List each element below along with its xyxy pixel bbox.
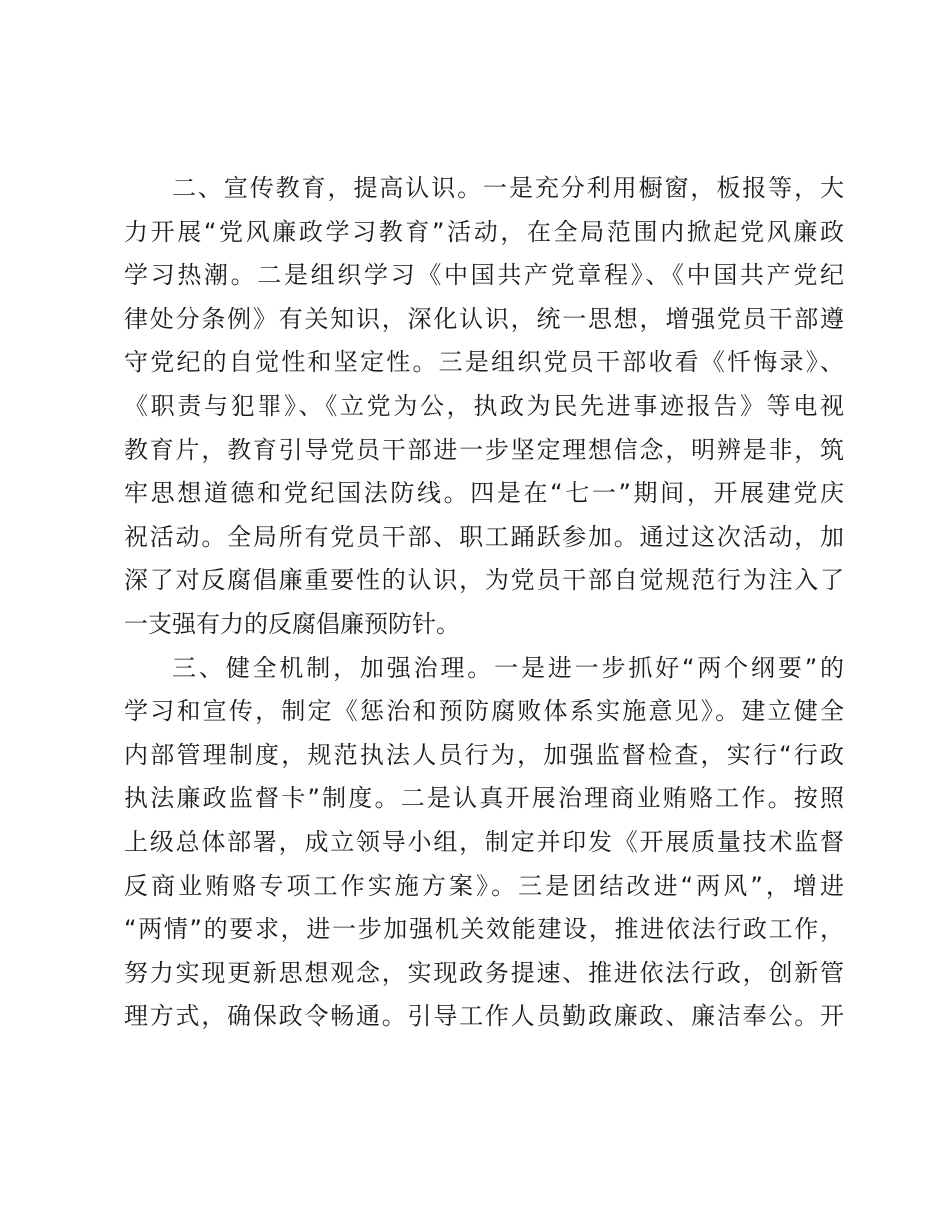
paragraph-2-line-10: 深了对反腐倡廉重要性的认识，为党员干部自觉规范行为注入了 [124,566,844,595]
paragraph-2-line-5: 守党纪的自觉性和坚定性。三是组织党员干部收看《忏悔录》、 [124,348,844,377]
paragraph-2-line-2: 力开展“党风廉政学习教育”活动，在全局范围内掀起党风廉政 [124,217,844,246]
paragraph-3-line-7: “两情”的要求，进一步加强机关效能建设，推进依法行政工作， [124,915,844,944]
paragraph-2-line-11: 一支强有力的反腐倡廉预防针。 [124,609,460,638]
paragraph-3-line-4: 执法廉政监督卡”制度。二是认真开展治理商业贿赂工作。按照 [124,784,844,813]
paragraph-3-line-1: 三、健全机制，加强治理。一是进一步抓好“两个纲要”的 [172,653,844,682]
paragraph-3-line-5: 上级总体部署，成立领导小组，制定并印发《开展质量技术监督 [124,827,844,856]
paragraph-2-line-3: 学习热潮。二是组织学习《中国共产党章程》、《中国共产党纪 [124,261,844,290]
body-text [124,167,844,1039]
paragraph-2-line-9: 祝活动。全局所有党员干部、职工踊跃参加。通过这次活动，加 [124,522,844,551]
paragraph-2-line-6: 《职责与犯罪》、《立党为公，执政为民先进事迹报告》等电视 [124,391,844,420]
paragraph-2-line-4: 律处分条例》有关知识，深化认识，统一思想，增强党员干部遵 [124,304,844,333]
paragraph-3-line-8: 努力实现更新思想观念，实现政务提速、推进依法行政，创新管 [124,958,844,987]
paragraph-3-line-9: 理方式，确保政令畅通。引导工作人员勤政廉政、廉洁奉公。开 [124,1002,844,1031]
paragraph-2-line-8: 牢思想道德和党纪国法防线。四是在“七一”期间，开展建党庆 [124,479,844,508]
paragraph-3-line-2: 学习和宣传，制定《惩治和预防腐败体系实施意见》。建立健全 [124,697,844,726]
paragraph-3-line-6: 反商业贿赂专项工作实施方案》。三是团结改进“两风”，增进 [124,871,844,900]
paragraph-2-line-7: 教育片，教育引导党员干部进一步坚定理想信念，明辨是非，筑 [124,435,844,464]
paragraph-2-line-1: 二、宣传教育，提高认识。一是充分利用橱窗，板报等，大 [172,174,844,202]
paragraph-3-line-3: 内部管理制度，规范执法人员行为，加强监督检查，实行“行政 [124,740,844,769]
